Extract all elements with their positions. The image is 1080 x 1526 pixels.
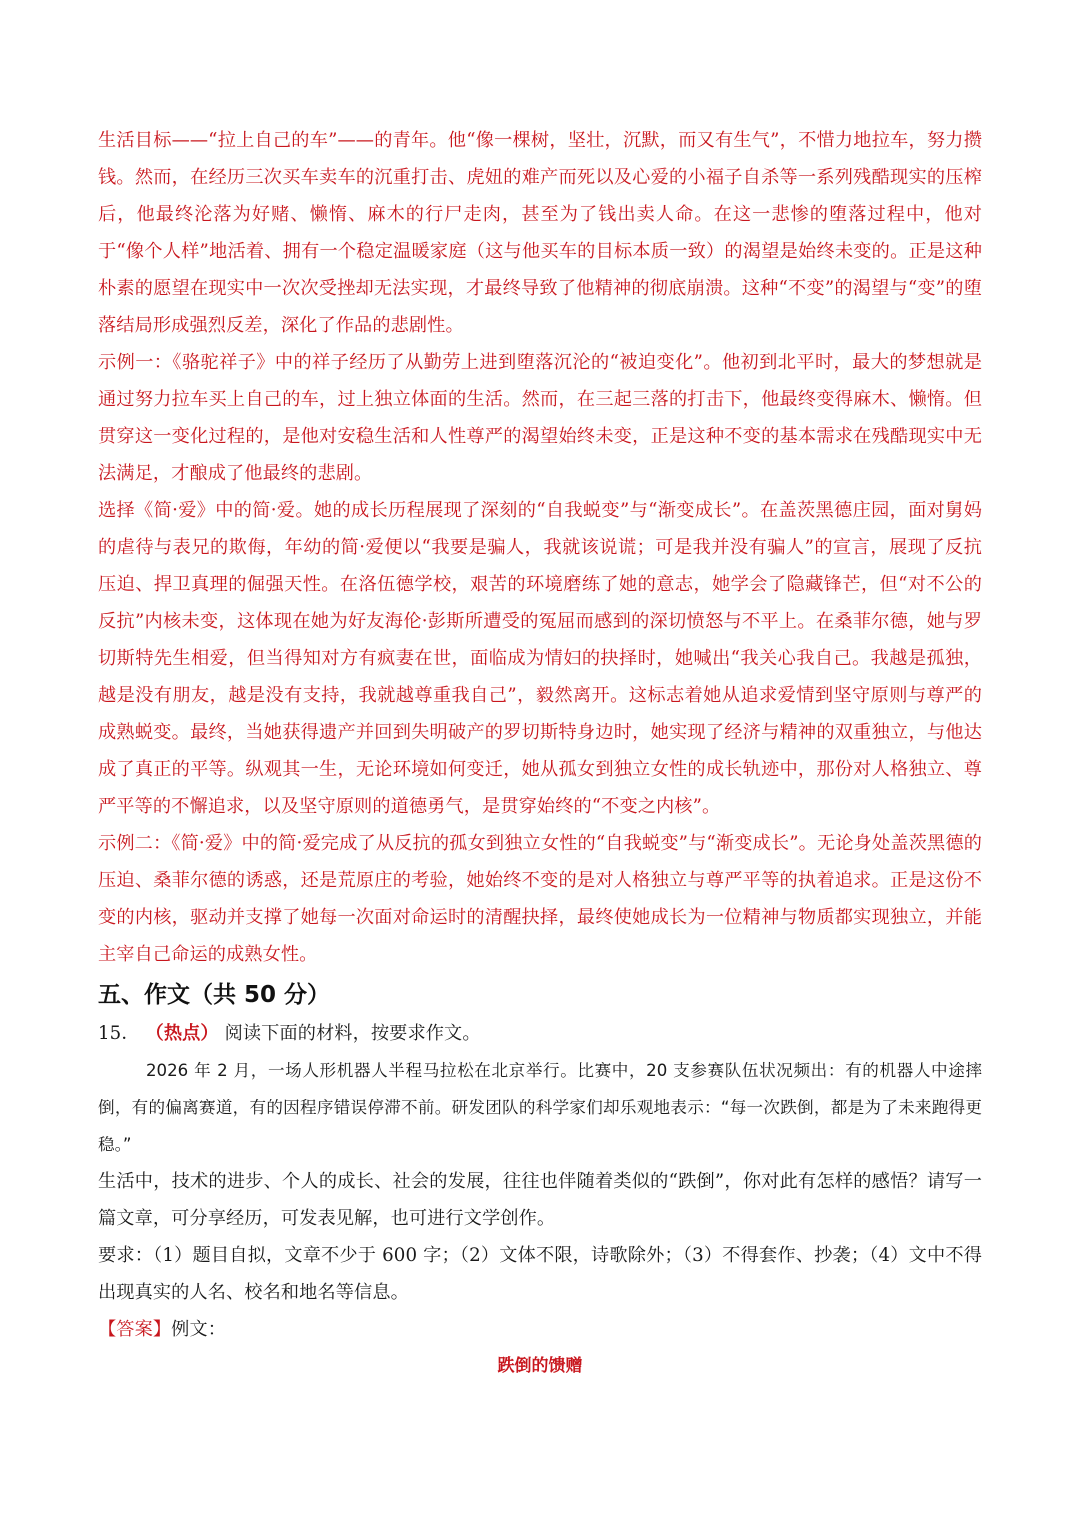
question-number: 15． — [98, 1023, 140, 1044]
sample-label: 例文： — [171, 1319, 227, 1340]
answer-label: 【答案】 — [98, 1319, 172, 1340]
question-task: 生活中，技术的进步、个人的成长、社会的发展，往往也伴随着类似的“跌倒”，你对此有怎样的感悟？请写一篇文章，可分享经历，可发表见解，也可进行文学创作。 — [98, 1171, 982, 1229]
answer-line — [98, 1311, 982, 1348]
question-15 — [98, 1015, 982, 1052]
answer-paragraph-jane-eyre-analysis: 选择《简·爱》中的简·爱。她的成长历程展现了深刻的“自我蜕变”与“渐变成长”。在盖茨黑德庄园，面对舅妈的虐待与表兄的欺侮，年幼的简·爱便以“我要是骗人，我就该说谎；可是我并没有骗人”的宣言，展现了反抗压迫、捍卫真理的倔强天性。在洛伍德学校，艰苦的环境磨练了她的意志，她学会了隐藏锋芒，但“对不公的反抗”内核未变，这体现在她为好友海伦·彭斯所遭受的冤屈而感到的深切愤怒与不平上。在桑菲尔德，她与罗切斯特先生相爱，但当得知对方有疯妻在世，面临成为情妇的抉择时，她喊出“我关心我自己。我越是孤独，越是没有朋友，越是没有支持，我就越尊重我自己”，毅然离开。这标志着她从追求爱情到坚守原则与尊严的成熟蜕变。最终，当她获得遗产并回到失明破产的罗切斯特身边时，她实现了经济与精神的双重独立，与他达成了真正的平等。纵观其一生，无论环境如何变迁，她从孤女到独立女性的成长轨迹中，那份对人格独立、尊严平等的不懈追求，以及坚守原则的道德勇气，是贯穿始终的“不变之内核”。 — [98, 500, 982, 817]
question-requirements: 要求：（1）题目自拟，文章不少于 600 字；（2）文体不限，诗歌除外；（3）不得套作、抄袭；（4）文中不得出现真实的人名、校名和地名等信息。 — [98, 1245, 982, 1303]
answer-paragraph-xiangzi-analysis: 生活目标——“拉上自己的车”——的青年。他“像一棵树，坚壮，沉默，而又有生气”，不惜力地拉车，努力攒钱。然而，在经历三次买车卖车的沉重打击、虎妞的难产而死以及心爱的小福子自杀等一系列残酷现实的压榨后，他最终沦落为好赌、懒惰、麻木的行尸走肉，甚至为了钱出卖人命。在这一悲惨的堕落过程中，他对于“像个人样”地活着、拥有一个稳定温暖家庭（这与他买车的目标本质一致）的渴望是始终未变的。正是这种朴素的愿望在现实中一次次受挫却无法实现，才最终导致了他精神的彻底崩溃。这种“不变”的渴望与“变”的堕落结局形成强烈反差，深化了作品的悲剧性。 — [98, 130, 982, 336]
question-material: 2026 年 2 月，一场人形机器人半程马拉松在北京举行。比赛中，20 支参赛队伍状况频出：有的机器人中途摔倒，有的偏离赛道，有的因程序错误停滞不前。研发团队的科学家们却乐观地表示：“每一次跌倒，都是为了未来跑得更稳。” — [98, 1061, 982, 1154]
essay-title: 跌倒的馈赠 — [497, 1356, 583, 1376]
section-heading-composition: 五、作文（共 50 分） — [98, 982, 331, 1008]
page-content — [98, 122, 982, 1385]
hot-topic-tag: （热点） — [145, 1023, 219, 1044]
answer-paragraph-example-one: 示例一：《骆驼祥子》中的祥子经历了从勤劳上进到堕落沉沦的“被迫变化”。他初到北平时，最大的梦想就是通过努力拉车买上自己的车，过上独立体面的生活。然而，在三起三落的打击下，他最终变得麻木、懒惰。但贯穿这一变化过程的，是他对安稳生活和人性尊严的渴望始终未变，正是这种不变的基本需求在残酷现实中无法满足，才酿成了他最终的悲剧。 — [98, 352, 982, 484]
question-prompt: 阅读下面的材料，按要求作文。 — [224, 1023, 481, 1044]
answer-paragraph-example-two: 示例二：《简·爱》中的简·爱完成了从反抗的孤女到独立女性的“自我蜕变”与“渐变成长”。无论身处盖茨黑德的压迫、桑菲尔德的诱惑，还是荒原庄的考验，她始终不变的是对人格独立与尊严平等的执着追求。正是这份不变的内核，驱动并支撑了她每一次面对命运时的清醒抉择，最终使她成长为一位精神与物质都实现独立，并能主宰自己命运的成熟女性。 — [98, 833, 982, 965]
